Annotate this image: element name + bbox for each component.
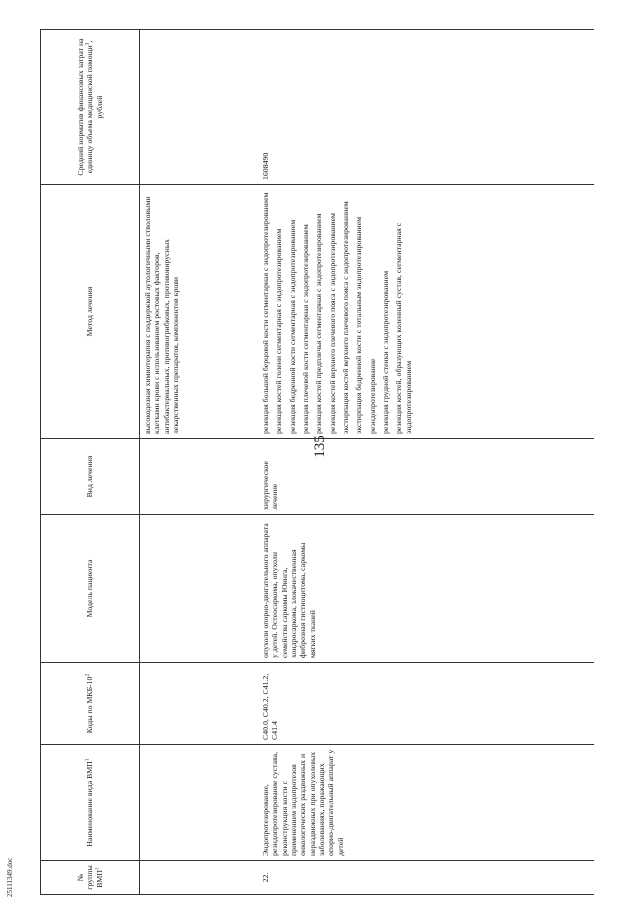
method-item: реэндопротезирование <box>367 358 377 434</box>
header-treatment-type: Вид лечения <box>41 439 140 515</box>
page-number: 135 <box>311 435 328 458</box>
header-icd-codes: Коды по МКБ-$10^2$ <box>41 663 140 745</box>
cell-empty <box>140 861 259 895</box>
cell-patient-model: опухоли опорно-двигательного аппарата у детей. Остеосаркома, опухоли семейства саркомы Юинга, хондросаркома, злокачественная фиброзная гистиоцитома, саркомы мягких тканей <box>258 515 594 663</box>
method-item: резекция костей голени сегментарная с эндопротезированием <box>274 228 284 434</box>
cell-treatment-type: хирургическое лечение <box>258 439 594 515</box>
vmp-table <box>40 29 594 895</box>
cell-empty <box>140 515 259 663</box>
header-treatment-method: Метод лечения <box>41 185 140 439</box>
table-header-row <box>41 30 140 895</box>
cell-empty <box>140 745 259 861</box>
cell-empty <box>140 663 259 745</box>
method-item: резекция костей верхнего плечевого пояса с эндопротезированием <box>327 213 337 434</box>
method-item: резекция костей предплечья сегментарная с эндопротезированием <box>314 213 324 434</box>
header-group-num: № группы ВМП$^1$ <box>41 861 140 895</box>
cell-icd-codes: C40.0, C40.2, C41.2, C41.4 <box>258 663 594 745</box>
header-patient-model: Модель пациента <box>41 515 140 663</box>
cell-treatment-methods <box>258 185 594 439</box>
cell-method-continuation: высокодозная химиотерапия с поддержкой аутологичными стволовыми клетками крови с использованием ростовых факторов, антибактериальных, противогрибковых, противовирусных лекарственных препаратов, компонентов крови <box>140 185 259 439</box>
table-row-continuation <box>140 30 259 895</box>
cell-cost: 1608490 <box>258 30 594 185</box>
header-cost-standard: Средний норматив финансовых затрат на единицу объема медицинской помощи$^3$, рублей <box>41 30 140 185</box>
method-item: резекция грудной стенки с эндопротезированием <box>381 270 391 434</box>
method-item: резекция плечевой кости сегментарная с эндопротезированием <box>301 224 311 434</box>
vmp-table-container <box>40 30 625 895</box>
table-row <box>258 30 594 895</box>
method-item: резекция большой берцовой кости сегментарная с эндопротезированием <box>261 192 270 434</box>
method-item: экстирпация костей верхнего плечевого пояса с эндопротезированием <box>341 201 351 434</box>
method-item: экстирпация бедренной кости с тотальным эндопротезированием <box>354 216 364 434</box>
cell-empty <box>140 30 259 185</box>
cell-empty <box>140 439 259 515</box>
method-item: резекция бедренной кости сегментарная с эндопротезированием <box>287 219 297 434</box>
method-item: резекция костей, образующих коленный сустав, сегментарная с эндопротезированием <box>394 222 413 434</box>
cell-vmp-name: Эндопротезирование, реэндопротезирование сустава, реконструкция кости с применением эндопротезов онкологических раздвижных и нераздвижных при опухолевых заболеваниях, поражающих опорно-двигательный аппарат у детей <box>258 745 594 861</box>
header-vmp-name: Наименование вида ВМП$^1$ <box>41 745 140 861</box>
cell-group-num: 22. <box>258 861 594 895</box>
footer-document-code: 25111349.doc <box>6 857 14 897</box>
